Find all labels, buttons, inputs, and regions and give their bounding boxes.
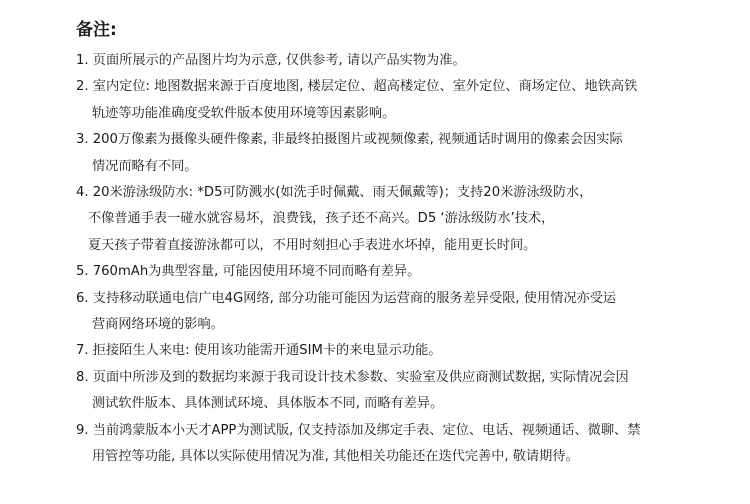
note-4-line-2: 不像普通手表一碰水就容易坏，浪费钱，孩子还不高兴。D5 ‘游泳级防水’技术， bbox=[88, 211, 555, 227]
note-6-line-1: 6. 支持移动联通电信广电4G网络, 部分功能可能因为运营商的服务差异受限, 使用情况亦受运 bbox=[76, 290, 617, 306]
note-4-line-1: 4. 20米游泳级防水: *D5可防溅水(如洗手时佩戴、雨天佩戴等)；支持20米游泳级防水， bbox=[76, 185, 593, 201]
note-7-line-1: 7. 拒接陌生人来电: 使用该功能需开通SIM卡的来电显示功能。 bbox=[76, 343, 442, 359]
note-2-line-1: 2. 室内定位: 地图数据来源于百度地图, 楼层定位、超高楼定位、室外定位、商场定位、地铁高铁 bbox=[76, 79, 638, 95]
note-3-line-1: 3. 200万像素为摄像头硬件像素, 非最终拍摄图片或视频像素, 视频通话时调用的像素会因实际 bbox=[76, 132, 623, 148]
note-8-line-1: 8. 页面中所涉及到的数据均来源于我司设计技术参数、实验室及供应商测试数据, 实际情况会因 bbox=[76, 369, 629, 385]
note-2-line-2: 轨迹等功能准确度受软件版本使用环境等因素影响。 bbox=[92, 105, 396, 121]
note-item-3 bbox=[76, 127, 710, 180]
note-1-line-1: 1. 页面所展示的产品图片均为示意, 仅供参考, 请以产品实物为准。 bbox=[76, 53, 466, 68]
note-item-5 bbox=[76, 259, 710, 285]
note-item-4 bbox=[76, 180, 710, 259]
note-item-9 bbox=[76, 418, 710, 471]
notes-title: 备注: bbox=[76, 20, 117, 40]
note-8-line-2: 测试软件版本、具体测试环境、具体版本不同, 而略有差异。 bbox=[92, 396, 444, 412]
note-item-2 bbox=[76, 74, 710, 127]
note-item-1 bbox=[76, 48, 710, 74]
notes-list bbox=[76, 48, 710, 471]
note-6-line-2: 营商网络环境的影响。 bbox=[92, 317, 224, 333]
note-item-8 bbox=[76, 365, 710, 418]
note-item-6 bbox=[76, 286, 710, 339]
note-3-line-2: 情况而略有不同。 bbox=[92, 158, 198, 174]
note-5-line-1: 5. 760mAh为典型容量, 可能因使用环境不同而略有差异。 bbox=[76, 264, 421, 280]
note-4-line-3: 夏天孩子带着直接游泳都可以，不用时刻担心手表进水坏掉，能用更长时间。 bbox=[88, 237, 537, 253]
note-9-line-1: 9. 当前鸿蒙版本小天才APP为测试版, 仅支持添加及绑定手表、定位、电话、视频通话、微聊、禁 bbox=[76, 422, 641, 438]
note-item-7 bbox=[76, 338, 710, 364]
note-9-line-2: 用管控等功能, 具体以实际使用情况为准, 其他相关功能还在迭代完善中, 敬请期待。 bbox=[92, 449, 579, 465]
